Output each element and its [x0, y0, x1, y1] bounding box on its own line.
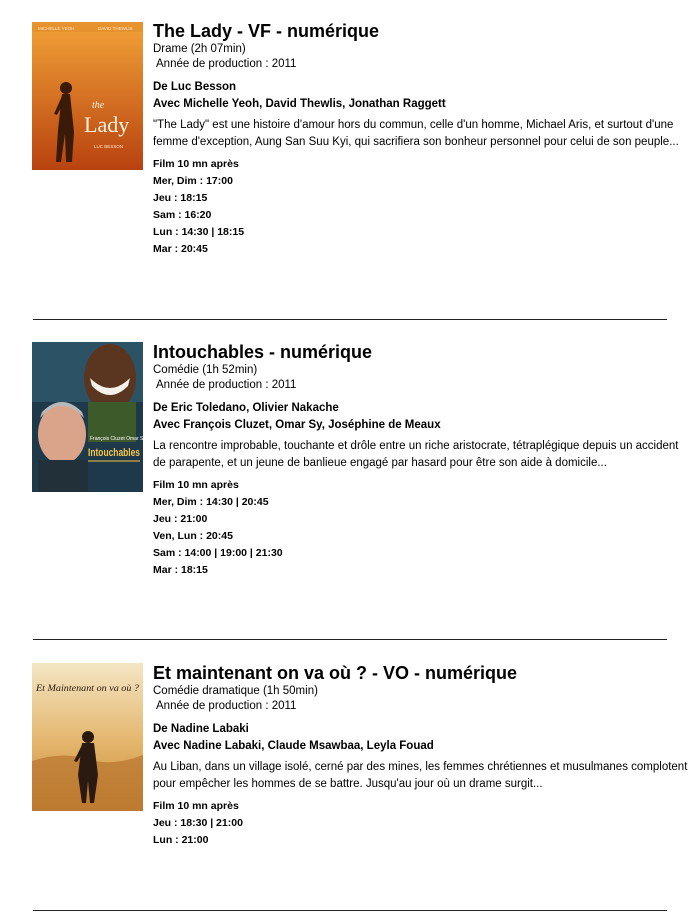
film-synopsis: Au Liban, dans un village isolé, cerné par des mines, les femmes chrétiennes et musulmanes complotent pour empêcher les hommes de se battre. Jusqu'au jour où un drame surgit...: [153, 761, 688, 790]
showtime: Mer, Dim : 17:00: [153, 175, 233, 187]
film-info: [153, 342, 693, 579]
schedule-note: Film 10 mn après: [153, 158, 239, 170]
showtime: Jeu : 18:30 | 21:00: [153, 817, 243, 829]
film-credits: [153, 721, 693, 755]
poster-title: Et Maintenant on va où ?: [34, 683, 140, 693]
poster-title-big: Lady: [84, 112, 130, 137]
movie-poster[interactable]: [32, 22, 143, 170]
film-cast: Avec Nadine Labaki, Claude Msawbaa, Leyla Fouad: [153, 740, 434, 752]
film-title[interactable]: Et maintenant on va où ? - VO - numérique: [153, 663, 518, 683]
poster-title: Intouchables: [88, 447, 140, 459]
film-synopsis: La rencontre improbable, touchante et drôle entre un riche aristocrate, tétraplégique depuis un accident de parapente, et un jeune de banlieue engagé par hasard pour être son aide à domicile...: [153, 440, 679, 469]
showtime: Ven, Lun : 20:45: [153, 530, 233, 542]
man-face-icon: [38, 402, 88, 492]
showtime: Sam : 16:20: [153, 209, 212, 221]
film-genre: Comédie dramatique (1h 50min): [153, 685, 318, 697]
showtime: Jeu : 18:15: [153, 192, 208, 204]
man-face-icon: [84, 344, 136, 442]
film-director: De Nadine Labaki: [153, 723, 249, 735]
film-cast: Avec François Cluzet, Omar Sy, Joséphine de Meaux: [153, 419, 441, 431]
showtime: Jeu : 21:00: [153, 513, 208, 525]
poster-et-maintenant: [32, 663, 143, 811]
film-schedule: [153, 798, 693, 849]
showtime: Lun : 14:30 | 18:15: [153, 226, 245, 238]
showtime: Sam : 14:00 | 19:00 | 21:30: [153, 547, 283, 559]
divider: [33, 910, 667, 911]
divider: [33, 639, 667, 640]
film-genre: Drame (2h 07min): [153, 43, 246, 55]
showtime: Lun : 21:00: [153, 834, 209, 846]
film-director: De Eric Toledano, Olivier Nakache: [153, 402, 339, 414]
divider: [33, 319, 667, 320]
poster-actors: François Cluzet Omar Sy: [90, 436, 146, 442]
showtime: Mar : 20:45: [153, 243, 208, 255]
schedule-note: Film 10 mn après: [153, 800, 239, 812]
film-year: Année de production : 2011: [156, 58, 297, 70]
poster-title-small: the: [92, 100, 105, 111]
film-title[interactable]: Intouchables - numérique: [153, 342, 373, 362]
poster-actor-left: MICHELLE YEOH: [38, 26, 75, 31]
showtime: Mer, Dim : 14:30 | 20:45: [153, 496, 269, 508]
poster-actor-right: DAVID THEWLIS: [98, 26, 133, 31]
movie-poster[interactable]: [32, 663, 143, 811]
film-year: Année de production : 2011: [156, 379, 297, 391]
film-schedule: [153, 477, 693, 579]
film-info: [153, 663, 693, 849]
film-genre: Comédie (1h 52min): [153, 364, 258, 376]
schedule-note: Film 10 mn après: [153, 479, 239, 491]
film-synopsis: "The Lady" est une histoire d'amour hors du commun, celle d'un homme, Michael Aris, et surtout d'une femme d'exception, Aung San Suu Kyi, qui sacrifiera son bonheur personnel pour celui de son peuple...: [153, 119, 679, 148]
film-info: [153, 21, 693, 258]
poster-intouchables: [32, 342, 146, 492]
poster-director: LUC BESSON: [94, 144, 124, 149]
film-title[interactable]: The Lady - VF - numérique: [153, 21, 380, 41]
film-cast: Avec Michelle Yeoh, David Thewlis, Jonathan Raggett: [153, 98, 446, 110]
film-director: De Luc Besson: [153, 81, 237, 93]
film-schedule: [153, 156, 693, 258]
film-credits: [153, 400, 693, 434]
movie-poster[interactable]: [32, 342, 146, 490]
poster-the-lady: [32, 22, 143, 170]
showtime: Mar : 18:15: [153, 564, 208, 576]
film-credits: [153, 79, 693, 113]
film-year: Année de production : 2011: [156, 700, 297, 712]
